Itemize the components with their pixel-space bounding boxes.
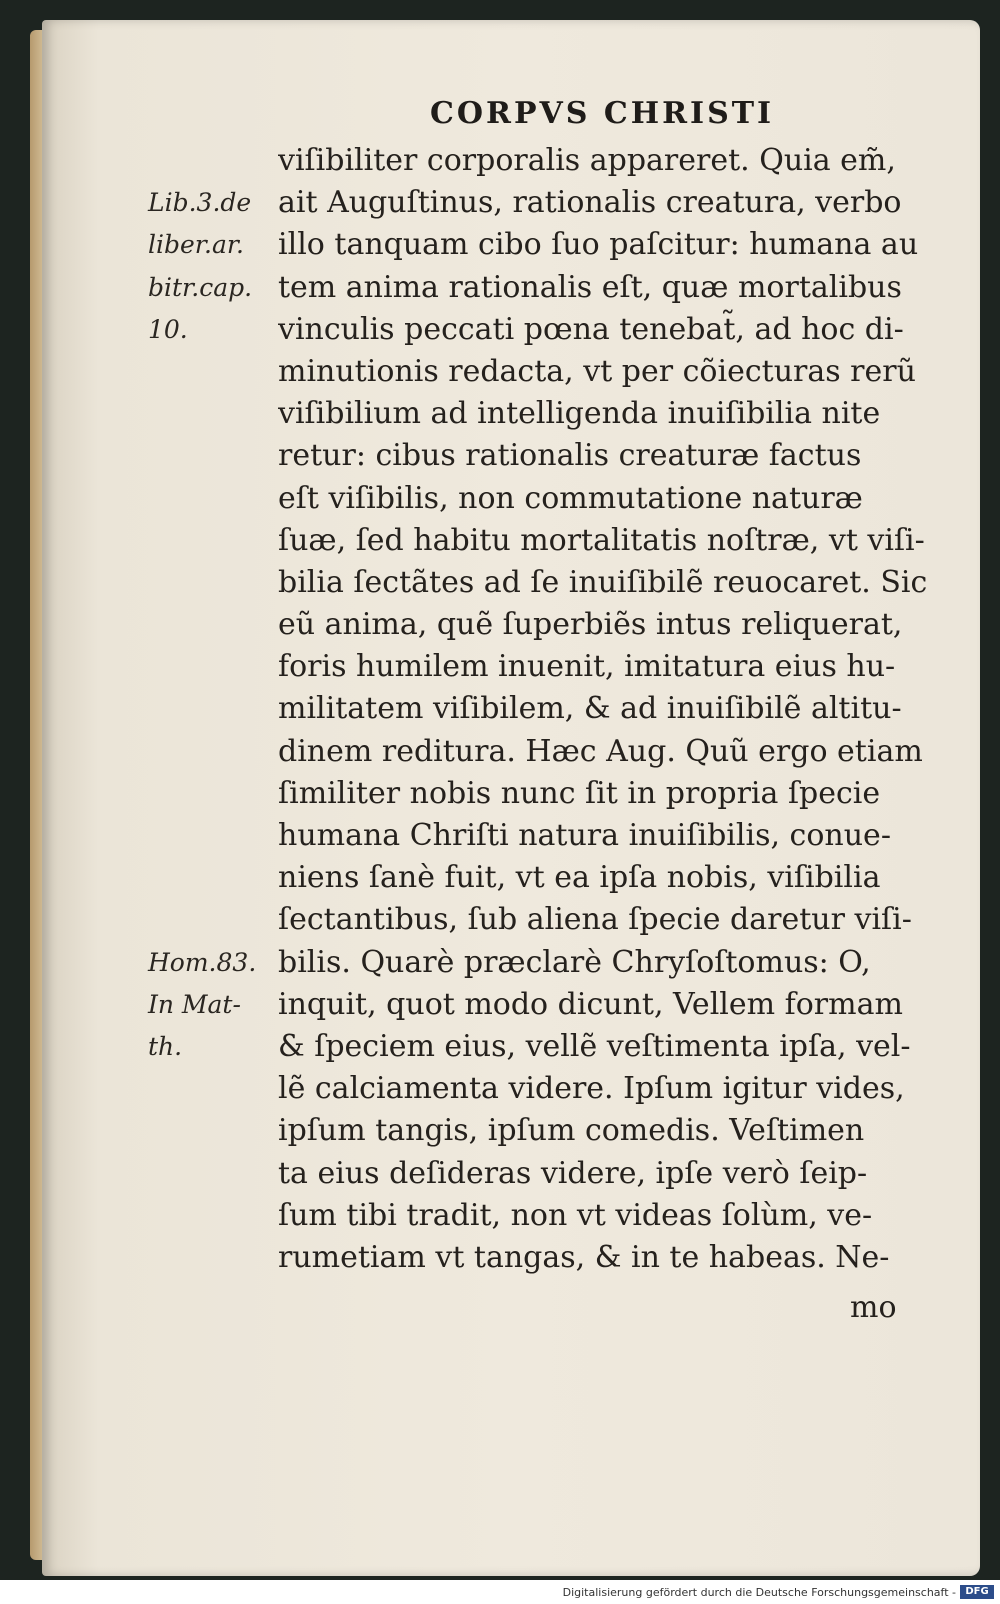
text-line: & ſpeciem eius, vellẽ veſtimenta ipſa, vel-	[278, 1028, 911, 1064]
text-line: bilia ſectãtes ad ſe inuiſibilẽ reuocaret. Sic	[278, 564, 928, 600]
text-line: ſectantibus, ſub aliena ſpecie daretur viſi-	[278, 902, 912, 938]
margin-note: Hom.83.	[148, 947, 257, 977]
text-line: ipſum tangis, ipſum comedis. Veſtimen	[278, 1113, 865, 1149]
text-line: ait Auguſtinus, rationalis creatura, verbo	[278, 185, 902, 221]
text-line: ſimiliter nobis nunc ſit in propria ſpecie	[278, 775, 881, 811]
text-line: ta eius deſideras videre, ipſe verò ſeip-	[278, 1155, 868, 1191]
text-line: eũ anima, quẽ ſuperbiẽs intus reliquerat,	[278, 607, 903, 643]
margin-note: th.	[148, 1032, 183, 1062]
text-line: niens ſanè fuit, vt ea ipſa nobis, viſibilia	[278, 860, 881, 896]
catchword: mo	[850, 1290, 897, 1325]
dfg-logo: DFG	[960, 1585, 994, 1599]
main-text	[278, 140, 938, 1279]
text-line: militatem viſibilem, & ad inuiſibilẽ altitu-	[278, 691, 902, 727]
text-line: rumetiam vt tangas, & in te habeas. Ne-	[278, 1239, 890, 1275]
footer-credit: Digitalisierung gefördert durch die Deutsche Forschungsgemeinschaft -	[562, 1586, 956, 1599]
text-line: foris humilem inuenit, imitatura eius hu-	[278, 649, 896, 685]
text-line: lẽ calciamenta videre. Ipſum igitur vides,	[278, 1071, 905, 1107]
text-line: viſibiliter corporalis appareret. Quia em̃,	[278, 143, 896, 178]
text-line: ſum tibi tradit, non vt videas ſolùm, ve-	[278, 1197, 873, 1233]
margin-note: Lib.3.de	[148, 188, 252, 218]
text-line: eſt viſibilis, non commutatione naturæ	[278, 480, 863, 516]
text-line: dinem reditura. Hæc Aug. Quũ ergo etiam	[278, 733, 923, 769]
margin-note: bitr.cap.	[148, 272, 253, 302]
text-line: tem anima rationalis eſt, quæ mortalibus	[278, 269, 902, 305]
text-line: inquit, quot modo dicunt, Vellem formam	[278, 986, 903, 1022]
text-line: humana Chriſti natura inuiſibilis, conue-	[278, 818, 891, 853]
margin-note: 10.	[148, 314, 188, 344]
footer	[0, 1580, 1000, 1604]
text-line: retur: cibus rationalis creaturæ factus	[278, 438, 862, 474]
text-line: illo tanquam cibo ſuo paſcitur: humana au	[278, 227, 919, 263]
text-line: vinculis peccati pœna tenebat̃, ad hoc di-	[278, 311, 904, 347]
text-line: ſuæ, ſed habitu mortalitatis noſtræ, vt viſi-	[278, 522, 925, 558]
text-line: viſibilium ad intelligenda inuiſibilia nite	[278, 396, 881, 432]
margin-note: liber.ar.	[148, 230, 244, 260]
margin-note: In Mat-	[148, 990, 241, 1019]
text-line: bilis. Quarè præclarè Chryſoſtomus: O,	[278, 944, 871, 980]
text-line: minutionis redacta, vt per cõiecturas rerũ	[278, 353, 916, 389]
running-header: CORPVS CHRISTI	[430, 96, 775, 131]
